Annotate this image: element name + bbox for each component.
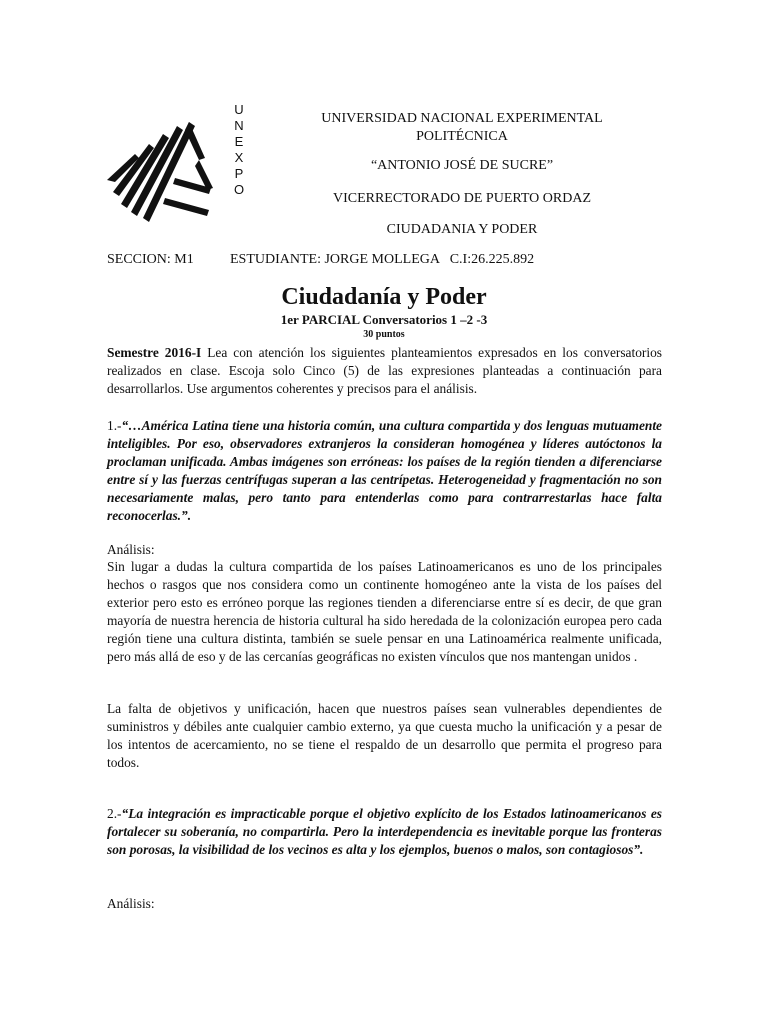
unexpo-logo-icon bbox=[105, 118, 217, 226]
instructions-paragraph bbox=[107, 344, 662, 398]
question-1-text: “…América Latina tiene una historia común, una cultura compartida y dos lenguas mutuamente inteligibles. Por eso, observadores extranjeros la consideran homogénea y líderes autóctonos la proclaman unificada. Ambas imágenes son erróneas: los países de la región tienden a diferenciarse entre sí y las fuerzas centrífugas superan a las centrípetas. Heterogeneidad y fragmentación no son necesariamente malas, pero tanto para entenderlas como para contrarrestarlas hace falta reconocerlas.”. bbox=[107, 418, 662, 523]
university-line-1: UNIVERSIDAD NACIONAL EXPERIMENTAL bbox=[321, 111, 603, 126]
instructions-text: Lea con atención los siguientes planteamientos expresados en los conversatorios realizados en clase. Escoja solo Cinco (5) de las expresiones planteadas a continuación para desarrollarlos. Use argumentos coherentes y precisos para el análisis. bbox=[107, 345, 662, 396]
logo-letter: E bbox=[234, 134, 244, 149]
section-label: SECCION: M1 bbox=[107, 252, 194, 267]
logo-vertical-letters bbox=[232, 102, 246, 198]
student-label: ESTUDIANTE: JORGE MOLLEGA C.I:26.225.892 bbox=[230, 252, 535, 267]
course-name: CIUDADANIA Y PODER bbox=[386, 222, 538, 237]
logo-letter: P bbox=[234, 166, 244, 181]
logo-letter: X bbox=[234, 150, 244, 165]
logo-letter: N bbox=[234, 118, 244, 133]
university-subtitle: “ANTONIO JOSÉ DE SUCRE” bbox=[370, 158, 554, 173]
logo-letter: U bbox=[234, 102, 244, 117]
analysis-1-label: Análisis: bbox=[107, 542, 155, 557]
question-2-text: “La integración es impracticable porque el objetivo explícito de los Estados latinoamericanos es fortalecer su soberanía, no compartirla. Pero la interdependencia es inevitable porque las fronteras son porosas, la visibilidad de los vecinos es alta y los ejemplos, buenos o malos, son contagiosos”. bbox=[107, 806, 662, 857]
university-name bbox=[300, 110, 624, 146]
question-2-number: 2.- bbox=[107, 806, 122, 821]
points-label: 30 puntos bbox=[363, 329, 405, 340]
document-subtitle: 1er PARCIAL Conversatorios 1 –2 -3 bbox=[280, 312, 488, 327]
logo-letter: O bbox=[233, 182, 245, 197]
analysis-1-paragraph-1: Sin lugar a dudas la cultura compartida de los países Latinoamericanos es uno de los principales hechos o rasgos que nos considera como un continente homogéneo ante la vista de los países del exterior pero esto es erróneo porque las regiones tienden a diferenciarse entre sí es decir, de que gran mayoría de nuestra herencia de historia cultural ha sido heredada de la colonización europea pero cada región tiene una cultura distinta, también se suele pensar en una Latinoamérica realmente unificada, pero más allá de eso y de las cercanías geográficas no existen vínculos que nos mantengan unidos . bbox=[107, 559, 662, 664]
analysis-2-label: Análisis: bbox=[107, 896, 155, 911]
question-1 bbox=[107, 417, 662, 525]
vicerrectorado: VICERRECTORADO DE PUERTO ORDAZ bbox=[332, 191, 592, 206]
semester-label: Semestre 2016-I bbox=[107, 345, 202, 360]
university-line-1b: POLITÉCNICA bbox=[416, 129, 508, 144]
document-title: Ciudadanía y Poder bbox=[281, 284, 487, 310]
question-1-number: 1.- bbox=[107, 418, 122, 433]
analysis-1-paragraph-2: La falta de objetivos y unificación, hacen que nuestros países sean vulnerables dependientes de suministros y débiles ante cualquier cambio externo, ya que cuesta mucho la unificación y a pesar de los intentos de acercamiento, no se tiene el respaldo de un desarrollo que permita el progreso para todos. bbox=[107, 701, 662, 770]
question-2 bbox=[107, 805, 662, 859]
